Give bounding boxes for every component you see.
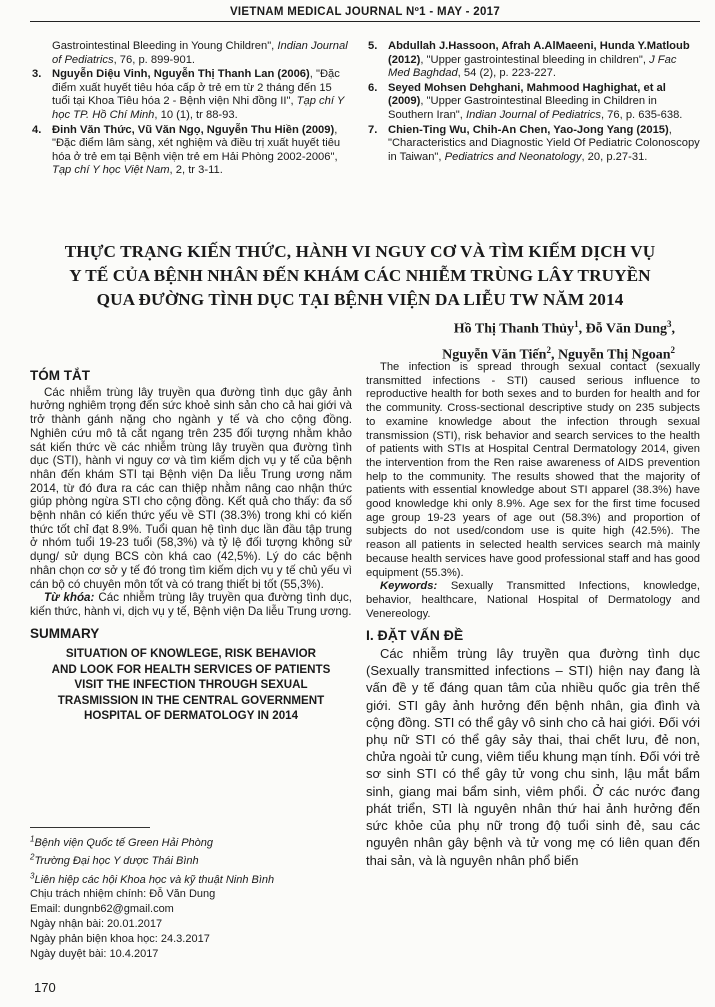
reference-text: , "Đặc điểm xuất huyết tiêu hóa cấp ở trẻ em từ 2 tháng đến 15 tuổi tại Khoa Tiêu hóa 2 - Bệnh viện Nhi đồng II", xyxy=(52,68,340,108)
reference-item xyxy=(366,40,700,81)
summary-title-line: SITUATION OF KNOWLEGE, RISK BEHAVIOR xyxy=(65,647,317,661)
article-title xyxy=(40,240,680,312)
abstract-heading: TÓM TẮT xyxy=(30,368,90,383)
keywords-text: Sexually Transmitted Infections, knowledge, behavior, healthcare, National Hospital of Dermatology and Venereology. xyxy=(366,580,700,620)
author-affiliation-mark: 2 xyxy=(670,344,675,355)
summary-title-line: TRASMISSION IN THE CENTRAL GOVERNMENT xyxy=(57,693,325,707)
section-body: Các nhiễm trùng lây truyền qua đường tình dục (Sexually transmitted infections – STI) hiện nay đang là vấn đề y tế đáng quan tâm của nhiều quốc gia trên thế giới. STI gây ảnh hưởng đến bệnh nhân, gia đình và cộng đồng. STI có thể gây vô sinh cho cả hai giới. Đối với phụ nữ STI có thể gây sảy thai, thai chết lưu, đẻ non, chửa ngoài tử cung, viêm tiểu khung mạn tính. Đối với trẻ sơ sinh STI có thể gây tử vong chu sinh, lậu mắt bẩm sinh, giang mai bẩm sinh, viêm phổi. Ở các nước đang phát triển, STI là nguyên nhân thứ hai ảnh hưởng đến sức khỏe của phụ nữ trong độ tuổi sinh đẻ, sau các nguyên nhân gây bệnh và tử vong mẹ có liên quan đến thai sản, và là nguyên nhân phổ biến xyxy=(366,646,700,868)
reference-journal: Pediatrics and Neonatology xyxy=(444,150,582,163)
reference-text: , "Upper Gastrointestinal Bleeding in Children in Southern Iran", xyxy=(388,95,657,121)
affiliation-mark: 1 xyxy=(30,834,35,843)
reference-journal: Tạp chí Y học TP. Hồ Chí Minh xyxy=(52,95,345,121)
author-name: Đỗ Văn Dung xyxy=(585,321,667,337)
reference-number: 7. xyxy=(368,123,378,136)
footnote-divider xyxy=(30,827,150,828)
reference-number: 5. xyxy=(368,40,378,52)
section-heading: I. ĐẶT VẤN ĐỀ xyxy=(366,627,464,644)
right-column xyxy=(366,361,700,869)
keywords-label: Từ khóa: xyxy=(44,591,95,605)
reference-journal: Indian Journal of Pediatrics xyxy=(465,108,601,121)
reference-item xyxy=(30,68,352,122)
reference-item xyxy=(366,82,700,123)
reference-number: 3. xyxy=(32,68,42,81)
affiliation-mark: 3 xyxy=(30,870,35,880)
affiliation-mark: 2 xyxy=(30,852,35,862)
contact-email: Email: dungnb62@gmail.com xyxy=(30,903,174,916)
reference-number: 6. xyxy=(368,81,378,94)
keywords-text: Các nhiễm trùng lây truyền qua đường tình dục, kiến thức, hành vi, dịch vụ y tế, Bệnh viện Da liễu Trung ương. xyxy=(30,591,352,618)
author-name: Nguyễn Thị Ngoan xyxy=(557,347,671,363)
reference-item xyxy=(30,124,352,178)
reference-item xyxy=(30,40,352,67)
reference-authors: Nguyễn Diệu Vinh, Nguyễn Thị Thanh Lan (2006) xyxy=(52,68,310,81)
title-line: Y TẾ CỦA BỆNH NHÂN ĐẾN KHÁM CÁC NHIỄM TRÙNG LÂY TRUYỀN xyxy=(69,266,651,285)
reference-text: , "Upper gastrointestinal bleeding in children", xyxy=(420,53,646,66)
reference-journal: Indian Journal of Pediatrics xyxy=(52,40,348,66)
reference-tail: , 76, p. 899-901. xyxy=(113,53,196,66)
journal-header: VIETNAM MEDICAL JOURNAL Nº1 - MAY - 2017 xyxy=(30,6,700,22)
reference-tail: , 76, p. 635-638. xyxy=(600,108,683,121)
affiliation: Bệnh viện Quốc tế Green Hải Phòng xyxy=(34,836,214,849)
reference-number: 4. xyxy=(32,123,42,136)
abstract-body: Các nhiễm trùng lây truyền qua đường tình dục gây ảnh hưởng nghiêm trọng đến sức khoẻ sinh sản cho cả hai giới và trở thành gánh nặng cho ngành y tế và cho cộng đồng. Nghiên cứu mô tả cắt ngang trên 235 đối tượng nhằm khảo sát kiến thức về các nhiễm trùng lây truyền qua đường tình dục (STI), hành vi nguy cơ và tìm kiếm dịch vụ y tế của bệnh nhân đến khám STI tại Bệnh viện Da liễu Trung ương năm 2014, từ đó đưa ra các can thiệp nhằm nâng cao nhận thức giúp phòng ngừa STI cho cộng đồng. Kết quả cho thấy: đa số bệnh nhân có kiến thức yếu về STI (38.3%) trong khi có kiến thức tốt chỉ đạt 8.9%. Tuổi quan hệ tình dục lần đầu tập trung ở nhóm tuổi 19-23 tuổi (58,3%) và tỷ lệ đối tượng không sử dụng/ sử dụng BCS còn khá cao (42,5%). Lý do các bệnh nhân chọn cơ sở y tế đó trong tìm kiếm dịch vụ y tế chủ yếu vì cán bộ có chuyên môn tốt và có trang thiết bị tốt (55,3%). xyxy=(30,385,352,591)
keywords-vi xyxy=(30,591,352,618)
reference-text: , "Đặc điểm lâm sàng, xét nghiệm và điều trị xuất huyết tiêu hóa ở trẻ em tại Bệnh viện trẻ em Hải Phòng 2002-2006", xyxy=(52,123,341,163)
author-name: Nguyễn Văn Tiến xyxy=(442,347,547,363)
reference-tail: , 54 (2), p. 223-227. xyxy=(457,67,556,80)
reference-authors: Seyed Mohsen Dehghani, Mahmood Haghighat, et al (2009) xyxy=(388,81,666,108)
reference-authors: Chien-Ting Wu, Chih-An Chen, Yao-Jong Yang (2015) xyxy=(388,123,669,136)
title-line: THỰC TRẠNG KIẾN THỨC, HÀNH VI NGUY CƠ VÀ TÌM KIẾM DỊCH VỤ xyxy=(64,242,656,261)
author-list: Hồ Thị Thanh Thủy$^1$, Đỗ Văn Dung$^3$, Nguyễn Văn Tiến$^2$, Nguyễn Thị Ngoan$^2$ xyxy=(442,319,675,363)
reference-journal: Tạp chí Y học Việt Nam xyxy=(52,164,170,177)
reference-authors: Abdullah J.Hassoon, Afrah A.AlMaeeni, Hunda Y.Matloub (2012) xyxy=(388,40,690,66)
summary-title-line: VISIT THE INFECTION THROUGH SEXUAL xyxy=(74,678,308,692)
footnotes xyxy=(30,827,352,961)
author-affiliation-mark: 3 xyxy=(667,319,672,329)
reference-tail: , 2, tr 3-11. xyxy=(169,164,223,177)
review-date: Ngày phản biện khoa học: 24.3.2017 xyxy=(30,932,210,945)
references-left xyxy=(30,40,352,179)
keywords-en xyxy=(366,580,700,621)
reference-text: Gastrointestinal Bleeding in Young Children", xyxy=(52,40,275,52)
author-affiliation-mark: 1 xyxy=(574,319,579,329)
author-affiliation-mark: 2 xyxy=(546,344,551,355)
reference-tail: , 10 (1), tr 88-93. xyxy=(154,108,238,121)
keywords-label: Keywords: xyxy=(380,580,438,593)
left-column xyxy=(30,365,352,724)
corresponding-author: Chịu trách nhiệm chính: Đỗ Văn Dung xyxy=(30,888,216,901)
reference-tail: , 20, p.27-31. xyxy=(581,150,648,163)
reference-text: , "Characteristics and Diagnostic Yield Of Pediatric Colonoscopy in Taiwan", xyxy=(388,123,700,163)
references-right xyxy=(366,40,700,165)
approval-date: Ngày duyệt bài: 10.4.2017 xyxy=(30,947,159,960)
title-line: QUA ĐƯỜNG TÌNH DỤC TẠI BỆNH VIỆN DA LIỄU TW NĂM 2014 xyxy=(96,290,624,309)
summary-title-line: HOSPITAL OF DERMATOLOGY IN 2014 xyxy=(83,709,299,723)
reference-item xyxy=(366,124,700,165)
summary-body: The infection is spread through sexual contact (sexually transmitted infections - STI) caused serious influence to reproductive health for both sexes and to burden for health and for the community. Cross-sectional descriptive study on 235 subjects to examine knowledge about the infection through sexual transmission (STI), risk behavior and search services to the health of patients with STIs at Hospital Central Dermatology 2014, given the intervention from the Ren raise awareness of AIDS prevention help to the community. The results showed that the majority of patients with essential knowledge about STI apparel (38.3%) have good knowledge khi only 8.9%. Age sex for the first time focused age group 19-23 years of age out (58.3%) and proportion of subjects do not used/condom use is quite high (42.5%). The reason all patients in selected health services search mà mainly because health services have good professional staff and has good equipment (55.3%). xyxy=(366,361,700,579)
affiliation: Liên hiệp các hội Khoa học và kỹ thuật Ninh Bình xyxy=(34,873,275,886)
summary-title xyxy=(30,646,352,724)
reference-journal: J Fac Med Baghdad xyxy=(388,53,677,80)
page-number: 170 xyxy=(34,980,56,995)
affiliation: Trường Đại học Y dược Thái Bình xyxy=(34,855,199,868)
author-name: Hồ Thị Thanh Thủy xyxy=(453,321,575,337)
reference-authors: Đinh Văn Thức, Vũ Văn Ngọ, Nguyễn Thu Hiền (2009) xyxy=(52,123,335,136)
received-date: Ngày nhận bài: 20.01.2017 xyxy=(30,917,163,930)
summary-title-line: AND LOOK FOR HEALTH SERVICES OF PATIENTS xyxy=(51,662,331,676)
summary-heading: SUMMARY xyxy=(30,625,100,641)
